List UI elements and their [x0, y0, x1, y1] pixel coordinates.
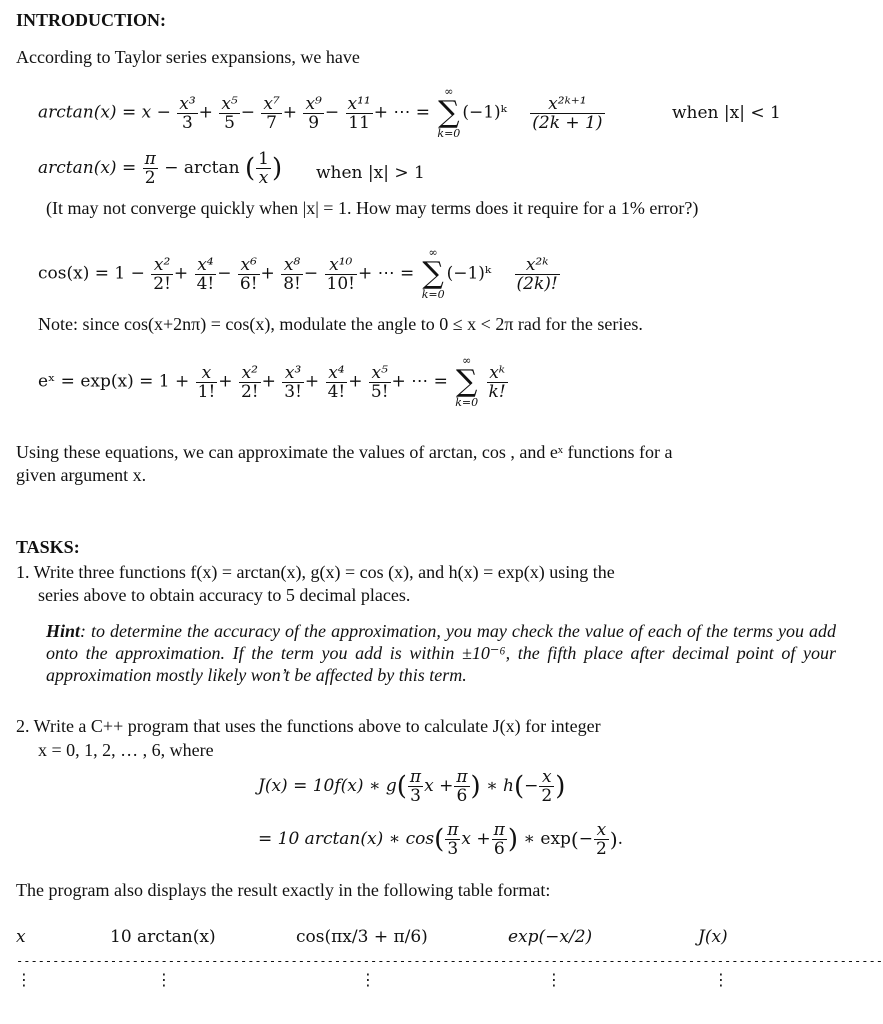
table-separator: ------------------------------------------------------------------------------------------------------------------------ [16, 954, 883, 968]
exp-term-3: $\frac{\text{x³}}{3!}$ [284, 362, 302, 402]
cos-op-5: + ⋯ = [357, 263, 415, 284]
exp-op-4: + [348, 371, 363, 392]
arctan-general-term: $\frac{\text{x²ᵏ⁺¹}}{(2k + 1)}$ [532, 93, 603, 133]
arctan-term-2: $\frac{\text{x⁵}}{5}$ [221, 93, 238, 133]
usage-line-1: Using these equations, we can approximate the values of arctan, cos , and eˣ functions for a [16, 442, 673, 462]
exp-term-2: $\frac{\text{x²}}{2!}$ [240, 362, 259, 402]
cos-summation: ∞ ∑ k=0 [421, 246, 445, 301]
j-equation-1: J(x) = 10f(x) ∗ g( $\frac{\pi}{3}$ x + $\frac{\pi}{6}$ ) ∗ h(− $\frac{x}{2}$ ) [258, 767, 566, 806]
exp-op-2: + [261, 371, 276, 392]
cos-op-4: − [303, 263, 319, 284]
cos-term-5: $\frac{\text{x¹⁰}}{10!}$ [326, 254, 355, 294]
j-eq1-pi-over-6: $\frac{\pi}{6}$ [456, 767, 468, 806]
intro-text: According to Taylor series expansions, we have [16, 47, 360, 67]
j-eq2-x-over-2: $\frac{x}{2}$ [595, 820, 607, 859]
one-over-x: $\frac{1}{x}$ [258, 149, 269, 188]
j-equation-2: = 10 arctan(x) ∗ cos( $\frac{\pi}{3}$ x + $\frac{\pi}{6}$ ) ∗ exp(− $\frac{x}{2}$ ). [258, 820, 624, 859]
arctan-op-1: + [198, 102, 213, 123]
cos-series-equation [38, 247, 561, 301]
cos-op-3: + [260, 263, 275, 284]
hint-text: : to determine the accuracy of the approximation, you may check the value of each of the terms you add onto the approximation. If the term you add is within ±10⁻⁶, the fifth place after decimal point of your approximation mostly likely won’t be affected by this term. [46, 621, 836, 685]
j-eq1-x-over-2: $\frac{x}{2}$ [541, 767, 553, 806]
table-header-cos: cos(πx/3 + π/6) [296, 927, 428, 947]
table-ellipsis-j: ⋮ [713, 970, 729, 989]
table-header-exp: exp(−x/2) [508, 927, 593, 947]
j-eq2-mid: x + [461, 829, 491, 849]
exp-general-term: $\frac{\text{xᵏ}}{k!}$ [488, 362, 506, 402]
exp-term-1: $\frac{x}{1!}$ [197, 362, 216, 402]
j-eq1-neg: − [524, 776, 539, 796]
cos-term-1: $\frac{\text{x²}}{2!}$ [153, 254, 171, 294]
cos-op-2: − [217, 263, 232, 284]
arctan-op-3: + [282, 102, 298, 123]
hint-label: Hint [46, 621, 81, 641]
exp-op-1: + [218, 371, 233, 392]
arctan-series-equation [38, 86, 606, 140]
task2-line-2: x = 0, 1, 2, … , 6, where [38, 740, 214, 760]
j-eq2-exp: ∗ exp [523, 829, 571, 849]
exp-series-equation [38, 355, 509, 409]
arctan-condition: when |x| < 1 [672, 103, 781, 123]
arctan-sign-factor: (−1)ᵏ [462, 102, 507, 123]
cos-general-term: $\frac{\text{x²ᵏ}}{(2k)!}$ [516, 254, 558, 294]
exp-summation: ∞ ∑ k=0 [455, 354, 479, 409]
arctan-large-minus: − arctan [164, 158, 240, 178]
j-eq2-pi-over-6: $\frac{\pi}{6}$ [493, 820, 505, 859]
cos-lhs: cos(x) = 1 − [38, 263, 145, 284]
hint-block [46, 620, 836, 686]
arctan-large-lhs: arctan(x) = [38, 158, 137, 178]
table-ellipsis-arctan: ⋮ [156, 970, 172, 989]
table-header-j: J(x) [698, 927, 728, 947]
intro-heading: INTRODUCTION: [16, 10, 167, 30]
j-eq2-end: . [617, 829, 624, 849]
arctan-large-condition: when |x| > 1 [316, 163, 425, 183]
table-header-arctan: 10 arctan(x) [110, 927, 216, 947]
arctan-term-1: $\frac{\text{x³}}{3}$ [179, 93, 196, 133]
arctan-op-4: − [324, 102, 340, 123]
exp-op-5: + ⋯ = [391, 371, 448, 392]
arctan-op-5: + ⋯ = [373, 102, 431, 123]
arctan-op-2: − [240, 102, 255, 123]
table-ellipsis-exp: ⋮ [546, 970, 562, 989]
j-eq1-pi-over-3: $\frac{\pi}{3}$ [409, 767, 422, 806]
exp-term-4: $\frac{\text{x⁴}}{4!}$ [327, 362, 346, 402]
task1-line-2: series above to obtain accuracy to 5 decimal places. [38, 585, 411, 605]
tasks-heading: TASKS: [16, 537, 80, 557]
exp-op-3: + [304, 371, 320, 392]
j-eq2-lhs: = 10 arctan(x) ∗ cos [258, 829, 435, 849]
arctan-term-5: $\frac{\text{x¹¹}}{11}$ [347, 93, 371, 133]
j-eq1-mid: x + [424, 776, 454, 796]
arctan-term-3: $\frac{\text{x⁷}}{7}$ [263, 93, 280, 133]
j-eq2-neg: − [578, 829, 593, 849]
arctan-term-4: $\frac{\text{x⁹}}{9}$ [305, 93, 322, 133]
arctan-lhs: arctan(x) = x − [38, 102, 171, 123]
j-eq1-lhs: J(x) = 10f(x) ∗ g [258, 776, 397, 796]
table-ellipsis-x: ⋮ [16, 970, 32, 989]
cos-term-4: $\frac{\text{x⁸}}{8!}$ [283, 254, 301, 294]
task2-line-1: 2. Write a C++ program that uses the functions above to calculate J(x) for integer [16, 716, 601, 736]
task1-line-1: 1. Write three functions f(x) = arctan(x), g(x) = cos (x), and h(x) = exp(x) using the [16, 562, 615, 582]
cos-term-2: $\frac{\text{x⁴}}{4!}$ [196, 254, 215, 294]
j-eq2-pi-over-3: $\frac{\pi}{3}$ [447, 820, 459, 859]
cos-op-1: + [173, 263, 189, 284]
usage-line-2: given argument x. [16, 465, 147, 485]
converge-note: (It may not converge quickly when |x| = 1. How may terms does it require for a 1% error?) [46, 198, 699, 218]
cos-sign-factor: (−1)ᵏ [446, 263, 492, 284]
table-intro: The program also displays the result exactly in the following table format: [16, 880, 551, 900]
pi-over-two: $\frac{\pi}{2}$ [144, 149, 156, 188]
arctan-large-equation: arctan(x) = $\frac{\pi}{2}$ − arctan ( $\frac{1}{x}$ ) [38, 149, 283, 188]
exp-lhs: eˣ = exp(x) = 1 + [38, 371, 190, 392]
table-header-x: x [16, 927, 26, 947]
table-ellipsis-cos: ⋮ [360, 970, 376, 989]
exp-term-5: $\frac{\text{x⁵}}{5!}$ [370, 362, 389, 402]
arctan-summation: ∞ ∑ k=0 [437, 85, 461, 140]
cos-term-3: $\frac{\text{x⁶}}{6!}$ [239, 254, 258, 294]
j-eq1-h: ∗ h [486, 776, 515, 796]
cos-note: Note: since cos(x+2nπ) = cos(x), modulate the angle to 0 ≤ x < 2π rad for the series. [38, 314, 643, 334]
